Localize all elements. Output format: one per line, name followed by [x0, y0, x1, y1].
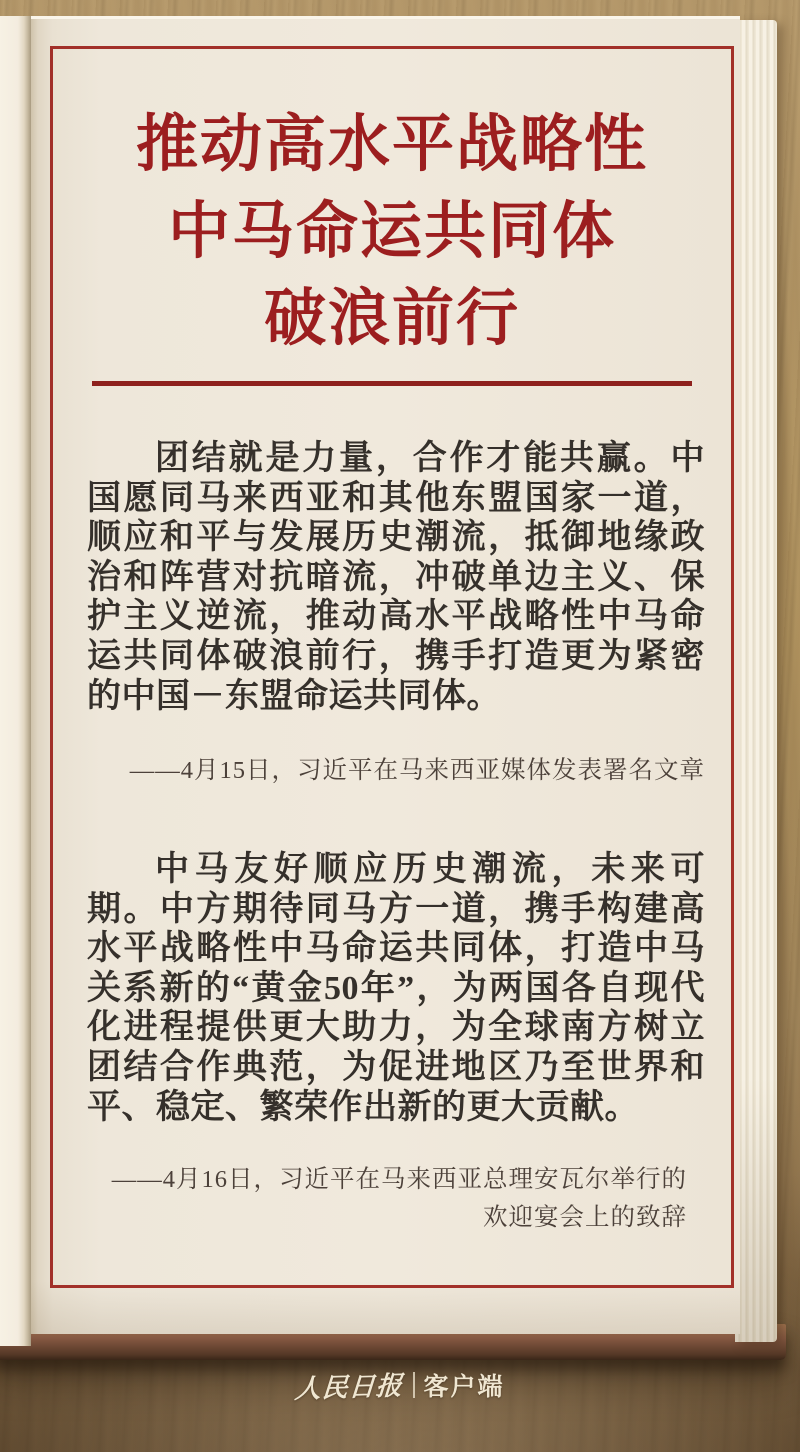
- quote-2-text: 中马友好顺应历史潮流，未来可期。中方期待同马方一道，携手构建高水平战略性中马命运共同体，打造中马关系新的“黄金50年”，为两国各自现代化进程提供更大助力，为全球南方树立团结合作典范，为促进地区乃至世界和平、稳定、繁荣作出新的更大贡献。: [87, 851, 705, 1126]
- client-label: 客户端: [423, 1373, 505, 1401]
- quote-2-attribution-line-1: ——4月16日，习近平在马来西亚总理安瓦尔举行的: [111, 1166, 687, 1193]
- left-pages-edge: [0, 16, 31, 1346]
- logo-divider: [413, 1372, 415, 1398]
- right-page-stack: [735, 20, 777, 1342]
- page-title-line-1: 推动高水平战略性: [135, 111, 648, 179]
- quote-1-attribution: ——4月15日，习近平在马来西亚媒体发表署名文章: [129, 757, 705, 784]
- peoples-daily-script-logo: 人民日报: [294, 1370, 405, 1405]
- title-divider-rule: [92, 381, 692, 386]
- page-title-line-3: 破浪前行: [263, 285, 520, 353]
- page-title: [53, 102, 731, 363]
- quote-2-attribution: [87, 1161, 705, 1237]
- quote-1-text: 团结就是力量，合作才能共赢。中国愿同马来西亚和其他东盟国家一道，顺应和平与发展历史潮流，抵御地缘政治和阵营对抗暗流，冲破单边主义、保护主义逆流，推动高水平战略性中马命运共同体破浪前行，携手打造更为紧密的中国－东盟命运共同体。: [87, 440, 705, 715]
- book-page: [31, 16, 740, 1334]
- page-title-line-2: 中马命运共同体: [167, 198, 616, 266]
- quote-2-attribution-line-2: 欢迎宴会上的致辞: [483, 1204, 687, 1231]
- footer-logo: [0, 1368, 800, 1405]
